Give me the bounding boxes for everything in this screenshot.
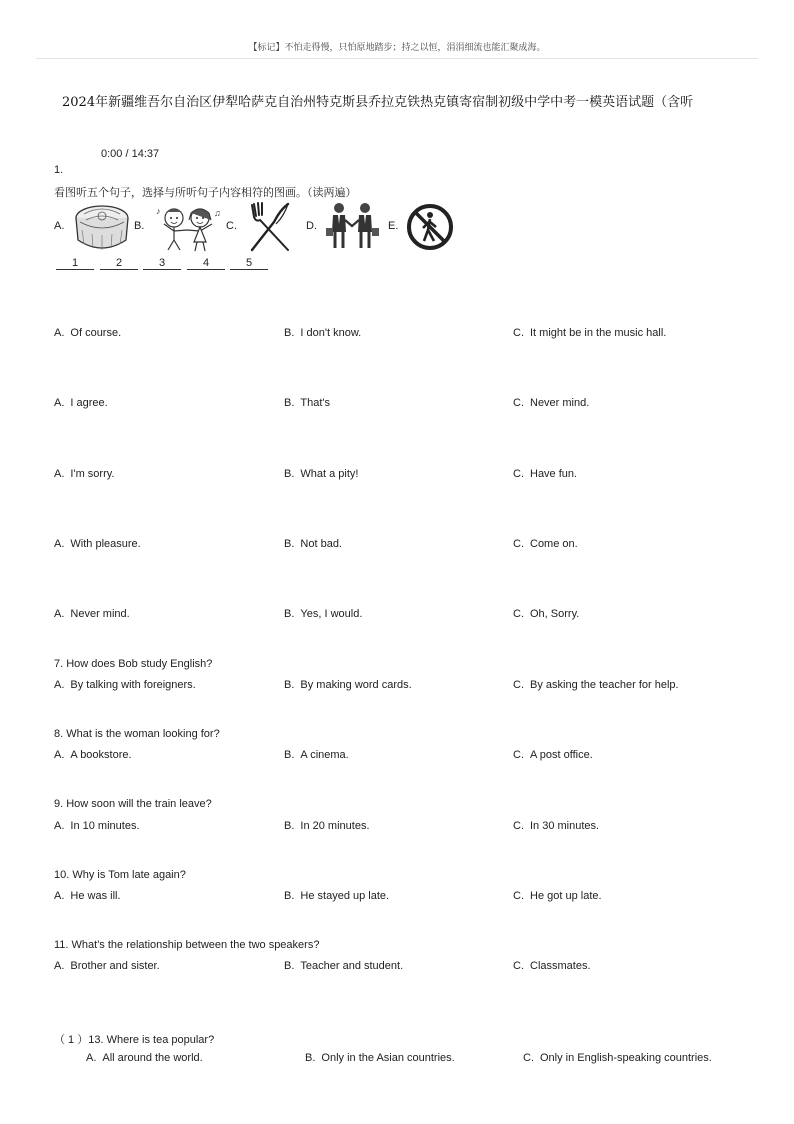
option-letter: B. — [284, 960, 295, 972]
svg-text:♪: ♪ — [156, 206, 161, 216]
option-c[interactable] — [513, 327, 666, 339]
option-text: Oh, Sorry. — [530, 608, 580, 620]
question-13-prefix: （ 1 ） — [54, 1034, 89, 1046]
option-c[interactable] — [513, 890, 602, 902]
header-motto: 【标记】不怕走得慢，只怕原地踏步；持之以恒，涓涓细流也能汇聚成海。 — [248, 43, 546, 53]
option-letter: A. — [54, 538, 65, 550]
audio-player-time[interactable]: 0:00 / 14:37 — [101, 148, 160, 160]
no-entry-sign-icon — [406, 203, 454, 251]
option-letter: C. — [513, 327, 524, 339]
question-text: 9. How soon will the train leave? — [54, 798, 212, 810]
option-letter: C. — [513, 608, 524, 620]
option-letter: C. — [513, 468, 524, 480]
option-text: Classmates. — [530, 960, 591, 972]
option-text: Teacher and student. — [300, 960, 404, 972]
option-letter: A. — [54, 679, 65, 691]
option-text: I agree. — [70, 397, 108, 409]
question-text: 13. Where is tea popular? — [88, 1034, 215, 1046]
option-letter: B. — [284, 820, 295, 832]
options-row — [0, 890, 794, 906]
options-row — [0, 1052, 794, 1068]
option-b[interactable] — [284, 960, 403, 972]
option-c[interactable] — [513, 608, 579, 620]
option-text: Have fun. — [530, 468, 578, 480]
option-letter: C. — [513, 679, 524, 691]
option-b[interactable] — [284, 890, 389, 902]
option-letter: A. — [54, 749, 65, 761]
option-text: Only in the Asian countries. — [321, 1052, 455, 1064]
option-c[interactable] — [513, 749, 593, 761]
option-a[interactable] — [54, 890, 121, 902]
options-row — [0, 679, 794, 695]
option-text: I'm sorry. — [70, 468, 115, 480]
option-text: Not bad. — [300, 538, 342, 550]
option-text: What a pity! — [300, 468, 359, 480]
options-row — [0, 749, 794, 765]
option-letter: B. — [284, 468, 295, 480]
option-letter: B. — [284, 538, 295, 550]
option-b[interactable] — [284, 679, 412, 691]
answer-blank-1[interactable]: 1 — [56, 257, 94, 270]
picture-d-label: D. — [306, 220, 317, 232]
answer-blank-5[interactable]: 5 — [230, 257, 268, 270]
option-text: By talking with foreigners. — [70, 679, 196, 691]
option-c[interactable] — [513, 397, 589, 409]
answer-blank-2[interactable]: 2 — [100, 257, 138, 270]
page-title: 2024年新疆维吾尔自治区伊犁哈萨克自治州特克斯县乔拉克铁热克镇寄宿制初级中学中考一模英语试题（含听 — [62, 95, 694, 110]
option-text: Of course. — [70, 327, 122, 339]
option-text: In 10 minutes. — [70, 820, 140, 832]
question-text: 10. Why is Tom late again? — [54, 869, 186, 881]
question-text: 7. How does Bob study English? — [54, 658, 213, 670]
question-text: 11. What's the relationship between the two speakers? — [54, 939, 320, 951]
option-letter: A. — [54, 468, 65, 480]
businessmen-handshake-icon — [324, 200, 380, 252]
option-text: In 20 minutes. — [300, 820, 370, 832]
option-letter: B. — [284, 608, 295, 620]
options-row — [0, 820, 794, 836]
option-c[interactable] — [513, 468, 577, 480]
option-a[interactable] — [54, 468, 114, 480]
option-letter: C. — [513, 890, 524, 902]
picture-c-label: C. — [226, 220, 237, 232]
option-text: He got up late. — [530, 890, 602, 902]
question-1-number: 1. — [54, 164, 64, 176]
option-letter: B. — [284, 397, 295, 409]
option-letter: A. — [86, 1052, 97, 1064]
option-letter: C. — [513, 538, 524, 550]
option-a[interactable] — [54, 820, 140, 832]
option-letter: A. — [54, 960, 65, 972]
option-c[interactable] — [513, 820, 599, 832]
option-a[interactable] — [54, 538, 141, 550]
options-row — [0, 397, 794, 413]
options-row — [0, 960, 794, 976]
picture-b-label: B. — [134, 220, 145, 232]
option-letter: C. — [523, 1052, 534, 1064]
option-text: All around the world. — [102, 1052, 203, 1064]
options-row — [0, 608, 794, 624]
option-text: That's — [300, 397, 331, 409]
option-letter: A. — [54, 608, 65, 620]
svg-text:♫: ♫ — [214, 208, 221, 218]
option-text: He was ill. — [70, 890, 121, 902]
option-text: Yes, I would. — [300, 608, 363, 620]
option-text: A post office. — [530, 749, 593, 761]
picture-e-label: E. — [388, 220, 399, 232]
option-a[interactable] — [86, 1052, 203, 1064]
option-text: A bookstore. — [70, 749, 132, 761]
option-text: In 30 minutes. — [530, 820, 600, 832]
header-divider — [36, 58, 758, 59]
option-a[interactable] — [54, 397, 108, 409]
answer-blank-3[interactable]: 3 — [143, 257, 181, 270]
option-b[interactable] — [284, 468, 358, 480]
option-text: Never mind. — [530, 397, 590, 409]
option-letter: A. — [54, 327, 65, 339]
option-c[interactable] — [513, 538, 578, 550]
option-a[interactable] — [54, 960, 160, 972]
option-a[interactable] — [54, 608, 130, 620]
option-text: Brother and sister. — [70, 960, 160, 972]
option-b[interactable] — [284, 397, 330, 409]
question-1-instruction: 看图听五个句子，选择与所听句子内容相符的图画。（读两遍） — [54, 187, 357, 199]
option-c[interactable] — [523, 1052, 712, 1064]
option-text: It might be in the music hall. — [530, 327, 667, 339]
option-text: Only in English-speaking countries. — [540, 1052, 712, 1064]
option-b[interactable] — [284, 327, 361, 339]
option-text: I don't know. — [300, 327, 362, 339]
option-c[interactable] — [513, 679, 679, 691]
option-letter: A. — [54, 397, 65, 409]
dancing-children-icon — [154, 204, 224, 254]
option-text: He stayed up late. — [300, 890, 390, 902]
fork-knife-icon — [244, 200, 296, 254]
option-letter: A. — [54, 890, 65, 902]
option-letter: C. — [513, 820, 524, 832]
mooncake-icon — [72, 200, 132, 256]
option-text: With pleasure. — [70, 538, 141, 550]
option-text: A cinema. — [300, 749, 349, 761]
option-b[interactable] — [284, 608, 362, 620]
option-b[interactable] — [284, 538, 342, 550]
option-a[interactable] — [54, 679, 196, 691]
question-text: 8. What is the woman looking for? — [54, 728, 220, 740]
option-a[interactable] — [54, 327, 121, 339]
option-b[interactable] — [305, 1052, 455, 1064]
answer-blank-4[interactable]: 4 — [187, 257, 225, 270]
option-letter: C. — [513, 749, 524, 761]
option-b[interactable] — [284, 749, 349, 761]
option-letter: C. — [513, 397, 524, 409]
options-row — [0, 538, 794, 554]
option-letter: B. — [284, 890, 295, 902]
option-letter: B. — [284, 749, 295, 761]
question-13 — [54, 1031, 214, 1047]
option-b[interactable] — [284, 820, 370, 832]
picture-a-label: A. — [54, 220, 65, 232]
option-letter: B. — [305, 1052, 316, 1064]
option-a[interactable] — [54, 749, 132, 761]
option-letter: A. — [54, 820, 65, 832]
options-row — [0, 327, 794, 343]
option-letter: B. — [284, 327, 295, 339]
options-row — [0, 468, 794, 484]
option-text: Come on. — [530, 538, 578, 550]
option-letter: B. — [284, 679, 295, 691]
option-text: By asking the teacher for help. — [530, 679, 679, 691]
option-text: By making word cards. — [300, 679, 412, 691]
option-letter: C. — [513, 960, 524, 972]
option-c[interactable] — [513, 960, 591, 972]
option-text: Never mind. — [70, 608, 130, 620]
